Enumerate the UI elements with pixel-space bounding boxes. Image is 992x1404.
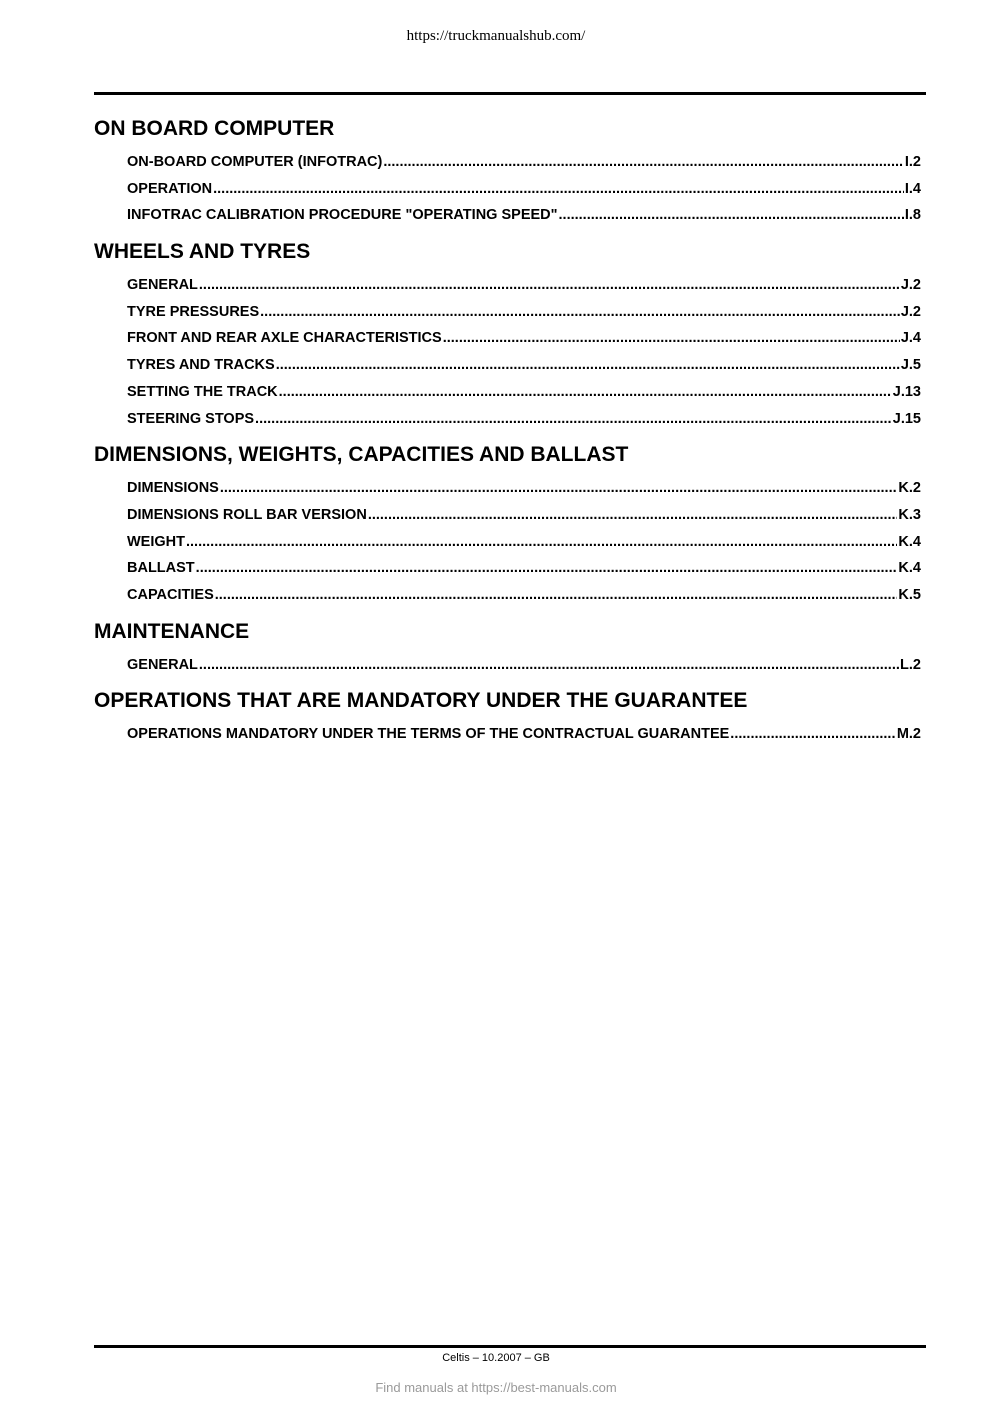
entry-page: K.3 [898, 506, 921, 523]
dot-leader [559, 202, 904, 229]
toc-entry[interactable] [94, 325, 921, 352]
toc-entry[interactable] [94, 202, 921, 229]
entry-label: DIMENSIONS [127, 480, 219, 497]
entry-page: J.2 [900, 277, 921, 294]
entry-page: J.15 [892, 410, 921, 427]
dot-leader [368, 502, 898, 529]
toc-section-maintenance [94, 619, 921, 679]
entry-page: M.2 [896, 726, 921, 743]
toc-entry[interactable] [94, 149, 921, 176]
toc-section-on-board-computer [94, 116, 921, 229]
dot-leader [383, 149, 904, 176]
entry-page: L.2 [900, 656, 921, 673]
toc-entry[interactable] [94, 406, 921, 433]
entry-page: I.4 [904, 180, 921, 197]
dot-leader [279, 379, 892, 406]
entry-label: FRONT AND REAR AXLE CHARACTERISTICS [127, 330, 442, 347]
section-title: WHEELS AND TYRES [94, 240, 311, 264]
entry-label: OPERATIONS MANDATORY UNDER THE TERMS OF THE CONTRACTUAL GUARANTEE [127, 726, 730, 743]
entry-label: TYRE PRESSURES [127, 303, 260, 320]
section-title: DIMENSIONS, WEIGHTS, CAPACITIES AND BALLAST [94, 443, 629, 467]
entry-label: STEERING STOPS [127, 410, 255, 427]
entry-label: BALLAST [127, 560, 195, 577]
toc-entry[interactable] [94, 721, 921, 748]
entry-page: K.4 [898, 560, 921, 577]
entry-page: K.5 [898, 586, 921, 603]
entry-label: CAPACITIES [127, 586, 214, 603]
dot-leader [730, 721, 896, 748]
toc-entry[interactable] [94, 379, 921, 406]
toc-entry[interactable] [94, 529, 921, 556]
toc-section-dimensions [94, 442, 921, 608]
toc-entry[interactable] [94, 555, 921, 582]
bottom-divider [94, 1345, 926, 1348]
toc-entry[interactable] [94, 176, 921, 203]
dot-leader [213, 176, 904, 203]
dot-leader [276, 352, 900, 379]
entry-page: I.2 [904, 154, 921, 170]
entry-label: ON-BOARD COMPUTER (INFOTRAC) [127, 154, 383, 170]
entry-label: INFOTRAC CALIBRATION PROCEDURE "OPERATING SPEED" [127, 207, 558, 224]
entry-page: I.8 [904, 207, 921, 224]
dot-leader [199, 652, 899, 679]
section-title: ON BOARD COMPUTER [94, 117, 335, 140]
dot-leader [255, 406, 892, 433]
entry-label: DIMENSIONS ROLL BAR VERSION [127, 506, 367, 523]
toc-entry[interactable] [94, 299, 921, 326]
dot-leader [260, 299, 900, 326]
section-title: MAINTENANCE [94, 619, 250, 643]
dot-leader [186, 529, 897, 556]
entry-label: OPERATION [127, 180, 213, 197]
toc-entry[interactable] [94, 582, 921, 609]
toc-entry[interactable] [94, 502, 921, 529]
entry-label: WEIGHT [127, 533, 185, 550]
entry-page: J.4 [900, 330, 921, 347]
entry-label: GENERAL [127, 656, 198, 673]
top-divider [94, 92, 926, 95]
toc-entry[interactable] [94, 272, 921, 299]
entry-page: J.5 [900, 357, 921, 374]
entry-page: K.4 [898, 533, 921, 550]
toc-entry[interactable] [94, 652, 921, 679]
entry-page: J.13 [892, 383, 921, 400]
dot-leader [199, 272, 900, 299]
toc-section-wheels-and-tyres [94, 239, 921, 432]
footer-edition: Celtis – 10.2007 – GB [442, 1352, 550, 1364]
dot-leader [443, 325, 900, 352]
dot-leader [215, 582, 898, 609]
entry-page: K.2 [898, 480, 921, 497]
dot-leader [196, 555, 898, 582]
toc-section-guarantee [94, 688, 921, 748]
entry-label: GENERAL [127, 277, 198, 294]
toc-entry[interactable] [94, 475, 921, 502]
section-title: OPERATIONS THAT ARE MANDATORY UNDER THE GUARANTEE [94, 689, 748, 713]
table-of-contents [94, 116, 921, 758]
footer-link[interactable]: Find manuals at https://best-manuals.com [375, 1380, 617, 1395]
dot-leader [220, 475, 898, 502]
entry-label: SETTING THE TRACK [127, 383, 278, 400]
toc-entry[interactable] [94, 352, 921, 379]
header-url: https://truckmanualshub.com/ [406, 28, 586, 44]
entry-page: J.2 [900, 303, 921, 320]
entry-label: TYRES AND TRACKS [127, 357, 275, 374]
